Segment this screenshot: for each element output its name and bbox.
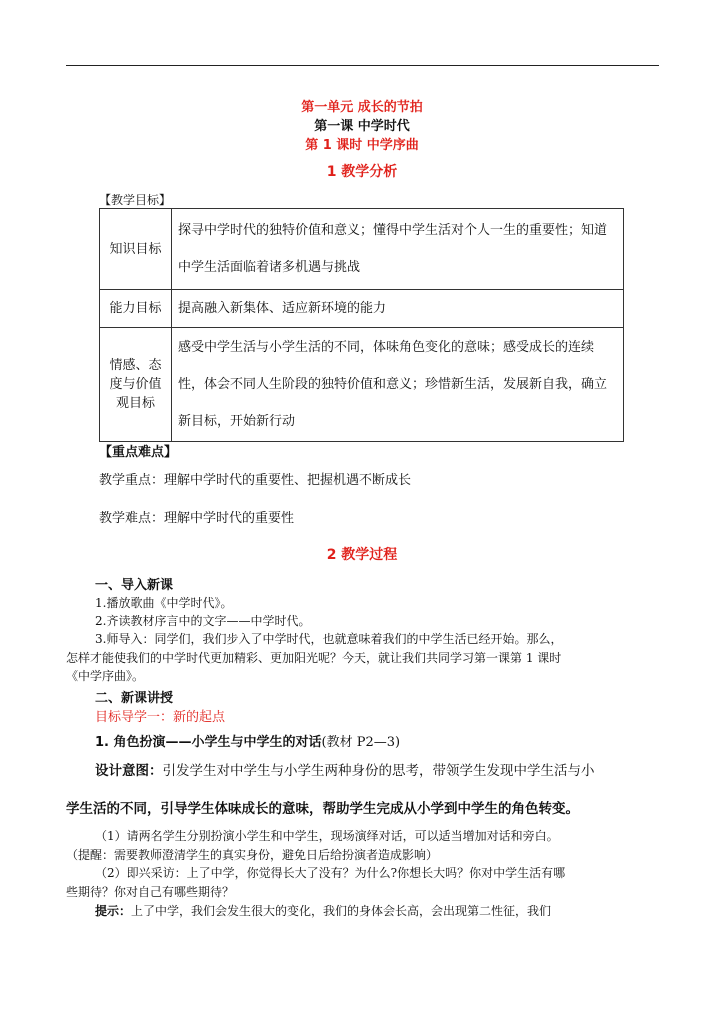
hint-line bbox=[95, 902, 551, 919]
role-play-heading bbox=[95, 731, 400, 750]
goal-label: 能力目标 bbox=[100, 290, 172, 328]
goal-row-ability bbox=[100, 290, 624, 328]
goal-guide-1: 目标导学一：新的起点 bbox=[95, 710, 226, 725]
section1-title: 1 教学分析 bbox=[326, 164, 398, 180]
design-intent-line1 bbox=[95, 759, 595, 779]
design-intent-label: 设计意图： bbox=[95, 763, 163, 779]
goal-content: 探寻中学时代的独特价值和意义；懂得中学生活对个人一生的重要性；知道中学生活面临着诸多机遇与挑战 bbox=[172, 209, 624, 290]
activity-2-line2: 些期待？你对自己有哪些期待？ bbox=[66, 885, 235, 899]
design-intent-line2: 学生活的不同，引导学生体味成长的意味，帮助学生完成从小学到中学生的角色转变。 bbox=[66, 801, 579, 817]
activity-2-line1: （2）即兴采访：上了中学，你觉得长大了没有？为什么?你想长大吗？你对中学生活有哪 bbox=[95, 866, 566, 880]
lesson-title: 第一课 中学时代 bbox=[314, 119, 410, 134]
header-rule bbox=[66, 65, 659, 66]
newlesson-title: 二、新课讲授 bbox=[95, 691, 174, 706]
intro-item-1: 1.播放歌曲《中学时代》。 bbox=[95, 596, 233, 610]
goal-label: 知识目标 bbox=[100, 209, 172, 290]
goal-content: 感受中学生活与小学生活的不同，体味角色变化的意味；感受成长的连续性，体会不同人生阶段的独特价值和意义；珍惜新生活，发展新自我，确立新目标，开始新行动 bbox=[172, 328, 624, 442]
intro-item-3-line2: 怎样才能使我们的中学时代更加精彩、更加阳光呢？今天，就让我们共同学习第一课第 1 课时 bbox=[66, 651, 562, 665]
intro-item-3-line1: 3.师导入：同学们，我们步入了中学时代，也就意味着我们的中学生活已经开始。那么， bbox=[95, 632, 563, 646]
intro-item-2: 2.齐读教材序言中的文字——中学时代。 bbox=[95, 614, 311, 628]
intro-item-3-line3: 《中学序曲》。 bbox=[66, 669, 145, 683]
unit-title: 第一单元 成长的节拍 bbox=[301, 100, 423, 115]
hint-text: 上了中学，我们会发生很大的变化，我们的身体会长高，会出现第二性征，我们 bbox=[131, 904, 552, 918]
goals-table bbox=[99, 208, 624, 442]
role-play-ref: (教材 P2—3) bbox=[321, 735, 401, 750]
hint-label: 提示： bbox=[95, 904, 132, 918]
design-intent-text: 引发学生对中学生与小学生两种身份的思考，带领学生发现中学生活与小 bbox=[162, 763, 595, 779]
activity-1-note: （提醒：需要教师澄清学生的真实身份，避免日后给扮演者造成影响） bbox=[66, 848, 439, 862]
goal-content: 提高融入新集体、适应新环境的能力 bbox=[172, 290, 624, 328]
keypoints-label: 【重点难点】 bbox=[99, 445, 178, 460]
intro-title: 一、导入新课 bbox=[95, 578, 174, 593]
key-difficulty: 教学难点：理解中学时代的重要性 bbox=[99, 511, 295, 526]
period-title: 第 1 课时 中学序曲 bbox=[305, 138, 419, 153]
goal-row-knowledge bbox=[100, 209, 624, 290]
goal-row-emotion bbox=[100, 328, 624, 442]
section2-title: 2 教学过程 bbox=[326, 547, 398, 563]
goal-label: 情感、态度与价值观目标 bbox=[100, 328, 172, 442]
role-play-title: 1. 角色扮演——小学生与中学生的对话 bbox=[95, 735, 322, 750]
key-focus: 教学重点：理解中学时代的重要性、把握机遇不断成长 bbox=[99, 473, 412, 488]
activity-1: （1）请两名学生分别扮演小学生和中学生，现场演绎对话，可以适当增加对话和旁白。 bbox=[95, 829, 559, 843]
goals-label: 【教学目标】 bbox=[99, 193, 172, 207]
